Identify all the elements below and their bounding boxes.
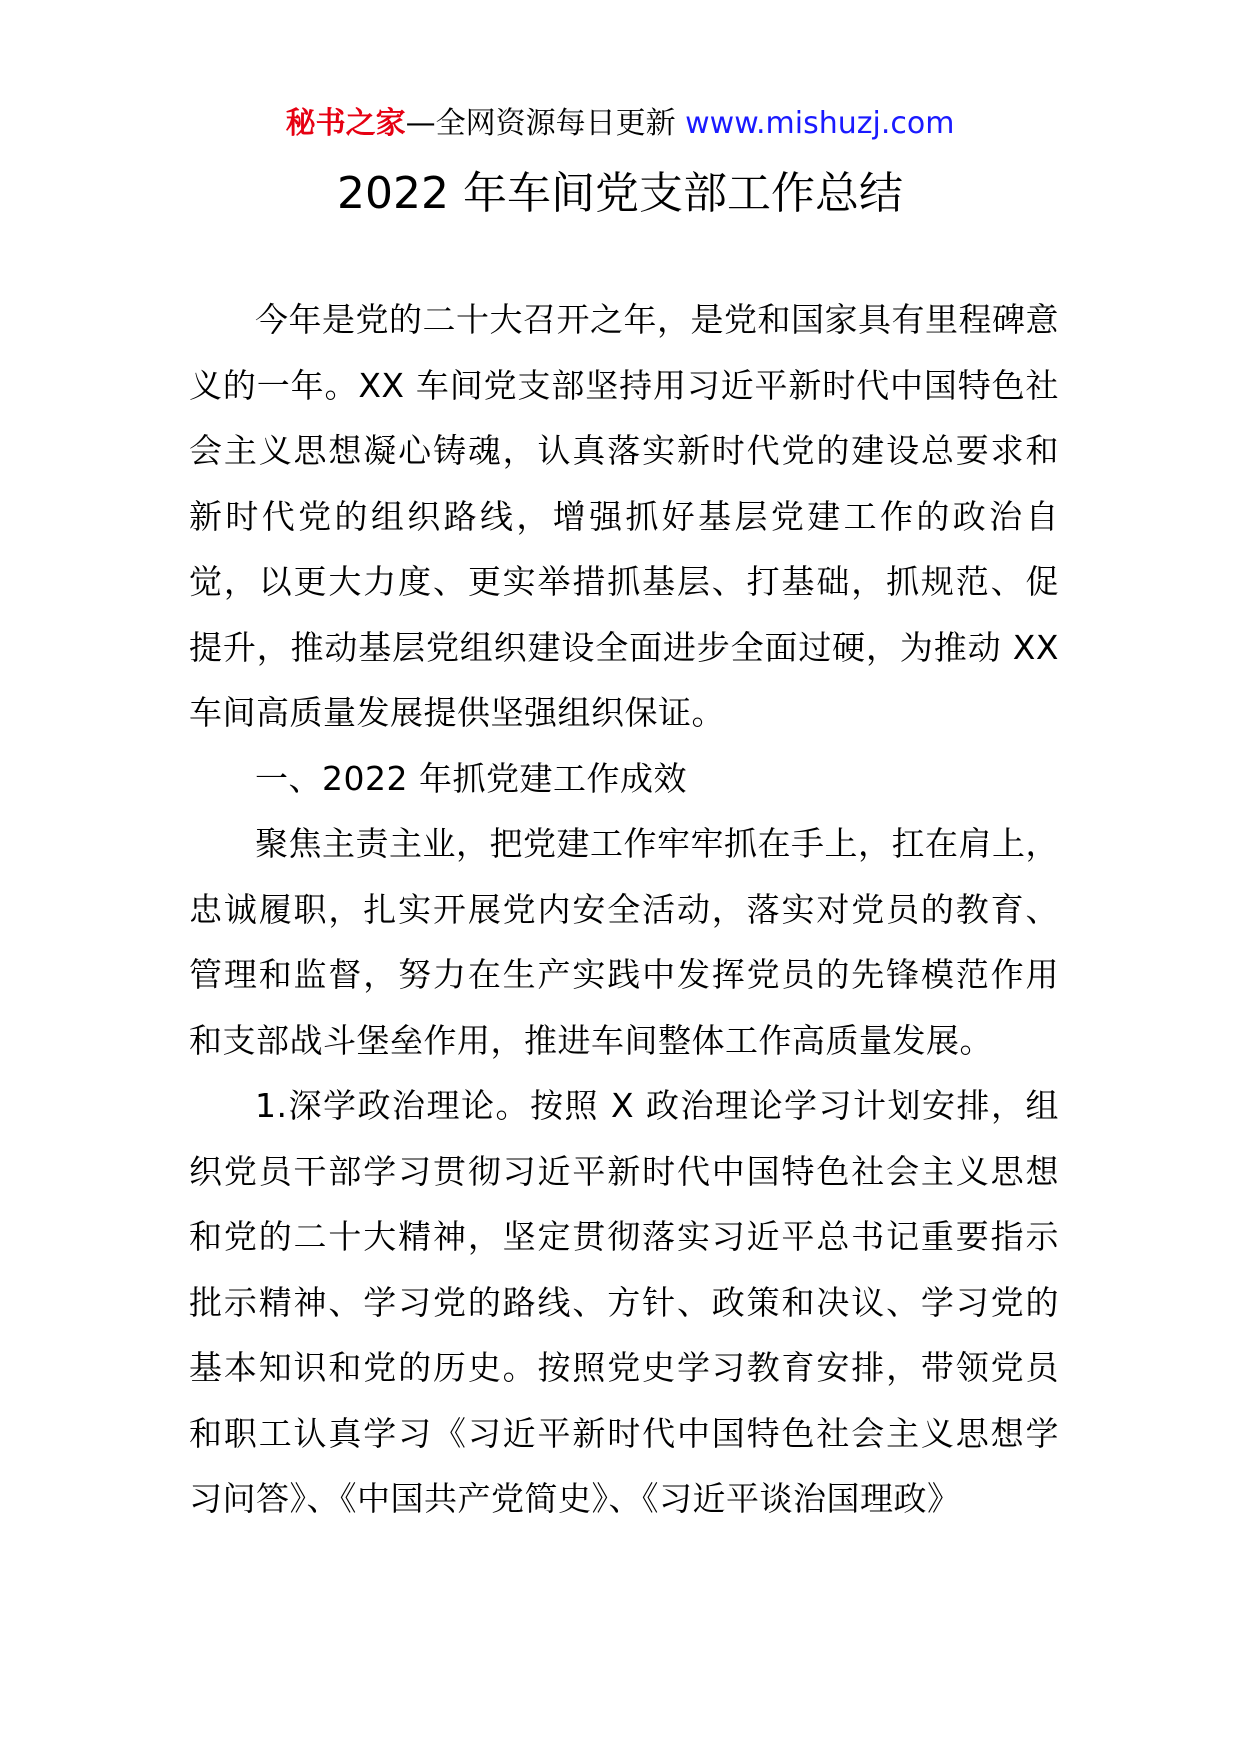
intro-paragraph: 今年是党的二十大召开之年，是党和国家具有里程碑意义的一年。XX 车间党支部坚持用习近平新时代中国特色社会主义思想凝心铸魂，认真落实新时代党的建设总要求和新时代党的组织路线，增强抓好基层党建工作的政治自觉，以更大力度、更实举措抓基层、打基础，抓规范、促提升，推动基层党组织建设全面进步全面过硬，为推动 XX 车间高质量发展提供坚强组织保证。 [189, 300, 1059, 732]
body-paragraph: 1.深学政治理论。按照 X 政治理论学习计划安排，组织党员干部学习贯彻习近平新时代中国特色社会主义思想和党的二十大精神，坚定贯彻落实习近平总书记重要指示批示精神、学习党的路线、方针、政策和决议、学习党的基本知识和党的历史。按照党史学习教育安排，带领党员和职工认真学习《习近平新时代中国特色社会主义思想学习问答》、《中国共产党简史》、《习近平谈治国理政》 [189, 1086, 1059, 1518]
site-header [0, 100, 1240, 148]
section-heading: 一、2022 年抓党建工作成效 [255, 758, 687, 798]
document-title: 2022 年车间党支部工作总结 [337, 168, 903, 219]
site-tagline: —全网资源每日更新 [405, 106, 676, 141]
body-paragraph: 聚焦主责主业，把党建工作牢牢抓在手上，扛在肩上，忠诚履职，扎实开展党内安全活动，落实对党员的教育、管理和监督，努力在生产实践中发挥党员的先锋模范作用和支部战斗堡垒作用，推进车间整体工作高质量发展。 [189, 824, 1059, 1060]
site-brand: 秘书之家 [285, 106, 406, 141]
document-body [189, 287, 1059, 1532]
site-url-link[interactable]: www.mishuzj.com [685, 106, 955, 141]
